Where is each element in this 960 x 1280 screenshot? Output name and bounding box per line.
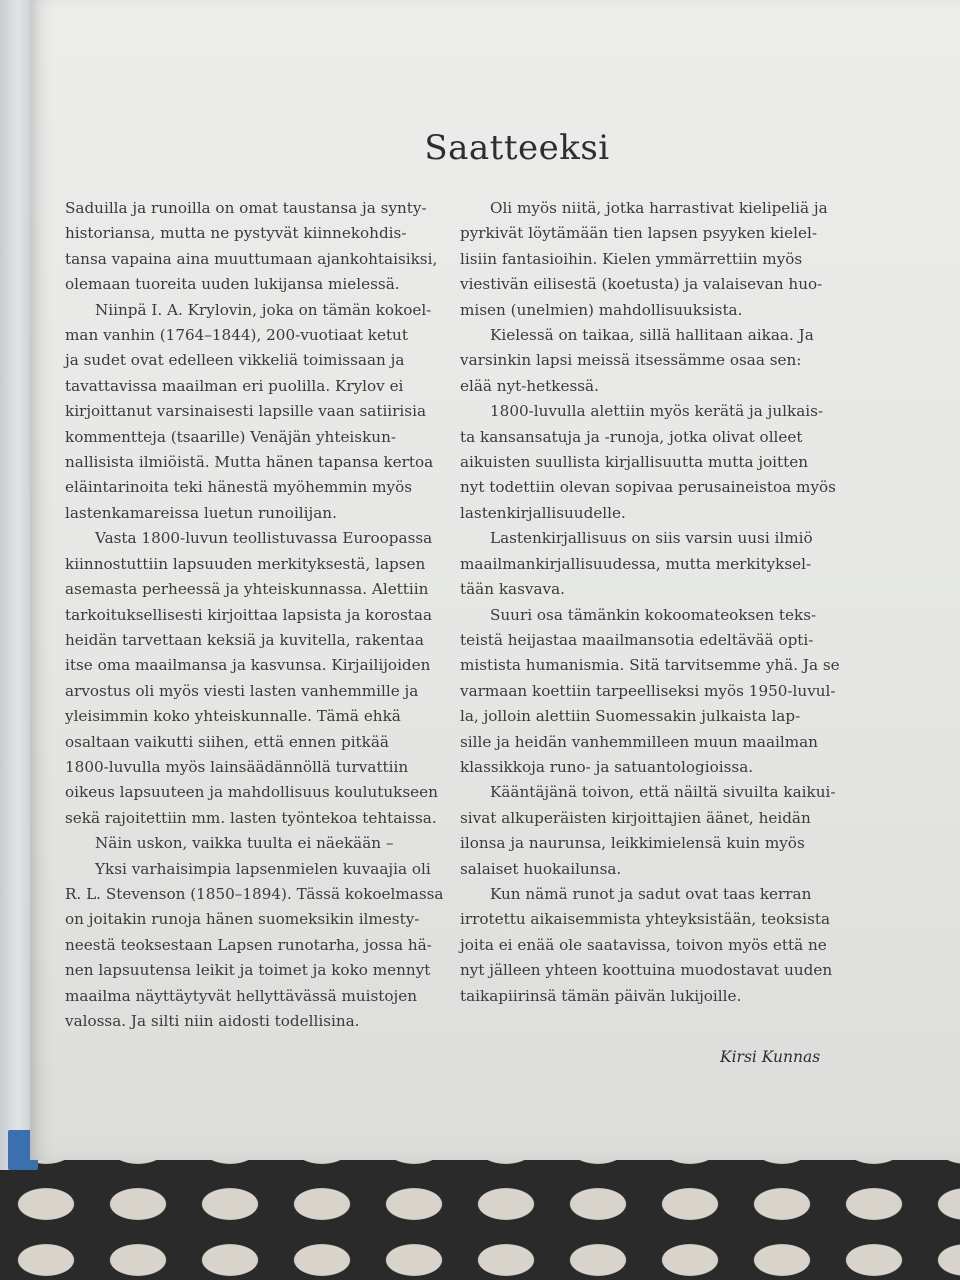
text-line: Kun nämä runot ja sadut ovat taas kerran — [490, 884, 812, 903]
text-line: nen lapsuutensa leikit ja toimet ja koko mennyt — [65, 961, 431, 980]
text-line: varsinkin lapsi meissä itsessämme osaa sen: — [460, 351, 802, 370]
text-line: tansa vapaina aina muuttumaan ajankohtaisiksi, — [65, 249, 438, 268]
text-line: kommentteja (tsaarille) Venäjän yhteiskun- — [65, 427, 396, 446]
paragraph — [65, 526, 467, 831]
text-line: Yksi varhaisimpia lapsenmielen kuvaajia oli — [95, 859, 431, 878]
text-line: eläintarinoita teki hänestä myöhemmin myös — [65, 478, 413, 497]
text-line: klassikkoja runo- ja satuantologioissa. — [460, 757, 754, 776]
paragraph — [460, 399, 880, 526]
text-line: misen (unelmien) mahdollisuuksista. — [460, 300, 743, 319]
text-line: 1800-luvulla myös lainsäädännöllä turvattiin — [65, 757, 409, 776]
text-line: ta kansansatuja ja -runoja, jotka olivat olleet — [460, 427, 803, 446]
text-line: maailma näyttäytyvät hellyttävässä muistojen — [65, 986, 418, 1005]
text-line: ja sudet ovat edelleen vikkeliä toimissaan ja — [65, 351, 405, 370]
paragraph — [460, 526, 880, 602]
text-line: Suuri osa tämänkin kokoomateoksen teks- — [490, 605, 817, 624]
text-line: tarkoituksellisesti kirjoittaa lapsista ja korostaa — [65, 605, 433, 624]
paragraph — [460, 196, 880, 323]
book-cover-edge — [0, 0, 30, 1170]
text-line: 1800-luvulla alettiin myös kerätä ja julkais- — [490, 402, 824, 421]
text-line: tään kasvava. — [460, 580, 565, 599]
paragraph — [65, 857, 467, 1035]
text-line: aikuisten suullista kirjallisuutta mutta joitten — [460, 453, 809, 472]
text-line: sille ja heidän vanhemmilleen muun maailman — [460, 732, 818, 751]
text-line: valossa. Ja silti niin aidosti todellisina. — [65, 1012, 360, 1030]
paragraph — [460, 780, 880, 882]
text-line: viestivän eilisestä (koetusta) ja valaisevan huo- — [460, 275, 823, 294]
text-line: R. L. Stevenson (1850–1894). Tässä kokoelmassa — [65, 884, 444, 903]
left-text-column — [65, 196, 467, 1034]
paragraph — [65, 831, 467, 856]
paragraph — [65, 196, 467, 298]
text-line: tavattavissa maailman eri puolilla. Krylov ei — [65, 376, 404, 395]
text-line: oikeus lapsuuteen ja mahdollisuus koulutukseen — [65, 783, 438, 802]
text-line: osaltaan vaikutti siihen, että ennen pitkää — [65, 732, 389, 751]
text-line: joita ei enää ole saatavissa, toivon myös että ne — [460, 935, 827, 954]
text-line: nyt jälleen yhteen koottuina muodostavat uuden — [460, 961, 833, 980]
text-line: sekä rajoitettiin mm. lasten työntekoa tehtaissa. — [65, 808, 437, 827]
text-line: teistä heijastaa maailmansotia edeltävää opti- — [460, 630, 814, 649]
text-line: Kielessä on taikaa, sillä hallitaan aikaa. Ja — [490, 326, 814, 345]
text-line: pyrkivät löytämään tien lapsen psyyken kielel- — [460, 224, 817, 243]
text-line: arvostus oli myös viesti lasten vanhemmille ja — [65, 681, 419, 700]
text-line: heidän tarvettaan keksiä ja kuvitella, rakentaa — [65, 630, 424, 649]
paragraph — [65, 298, 467, 527]
text-line: nallisista ilmiöistä. Mutta hänen tapansa kertoa — [65, 453, 434, 472]
text-line: sivat alkuperäisten kirjoittajien äänet, heidän — [460, 808, 811, 827]
text-line: asemasta perheessä ja yhteiskunnassa. Alettiin — [65, 580, 429, 599]
text-line: kirjoittanut varsinaisesti lapsille vaan satiirisia — [65, 402, 426, 421]
text-line: varmaan koettiin tarpeelliseksi myös 1950-luvul- — [460, 681, 836, 700]
text-line: neestä teoksestaan Lapsen runotarha, jossa hä- — [65, 935, 432, 954]
author-signature: Kirsi Kunnas — [720, 1048, 821, 1066]
text-line: olemaan tuoreita uuden lukijansa mielessä. — [65, 275, 400, 294]
text-line: salaiset huokailunsa. — [460, 859, 622, 878]
text-line: lastenkamareissa luetun runoilijan. — [65, 503, 337, 522]
paragraph — [460, 882, 880, 1009]
text-line: on joitakin runoja hänen suomeksikin ilmesty- — [65, 910, 420, 929]
text-line: la, jolloin alettiin Suomessakin julkaista lap- — [460, 707, 801, 726]
text-line: ilonsa ja naurunsa, leikkimielensä kuin myös — [460, 834, 805, 853]
text-line: elää nyt-hetkessä. — [460, 376, 599, 395]
text-line: mistista humanismia. Sitä tarvitsemme yhä. Ja se — [460, 656, 840, 675]
text-line: historiansa, mutta ne pystyvät kiinnekohdis- — [65, 224, 407, 243]
page-title: Saatteeksi — [424, 128, 610, 168]
text-line: taikapiirinsä tämän päivän lukijoille. — [460, 986, 742, 1005]
right-text-column — [460, 196, 880, 1009]
text-line: Niinpä I. A. Krylovin, joka on tämän kokoel- — [95, 300, 432, 319]
text-line: itse oma maailmansa ja kasvunsa. Kirjailijoiden — [65, 656, 431, 675]
text-line: nyt todettiin olevan sopivaa perusaineistoa myös — [460, 478, 836, 497]
text-line: lastenkirjallisuudelle. — [460, 503, 626, 522]
text-line: man vanhin (1764–1844), 200-vuotiaat ketut — [65, 326, 408, 345]
paragraph — [460, 603, 880, 781]
text-line: yleisimmin koko yhteiskunnalle. Tämä ehkä — [65, 707, 401, 726]
text-line: Näin uskon, vaikka tuulta ei näekään – — [95, 834, 394, 853]
text-line: Kääntäjänä toivon, että näiltä sivuilta kaikui- — [490, 783, 836, 802]
text-line: Oli myös niitä, jotka harrastivat kielipeliä ja — [490, 199, 828, 217]
text-line: Lastenkirjallisuus on siis varsin uusi ilmiö — [490, 529, 813, 548]
text-line: irrotettu aikaisemmista yhteyksistään, teoksista — [460, 910, 831, 929]
paragraph — [460, 323, 880, 399]
text-line: Vasta 1800-luvun teollistuvassa Euroopassa — [95, 529, 433, 548]
text-line: maailmankirjallisuudessa, mutta merkityksel- — [460, 554, 812, 573]
text-line: lisiin fantasioihin. Kielen ymmärrettiin myös — [460, 249, 803, 268]
text-line: Saduilla ja runoilla on omat taustansa ja synty- — [65, 199, 427, 217]
text-line: kiinnostuttiin lapsuuden merkityksestä, lapsen — [65, 554, 426, 573]
